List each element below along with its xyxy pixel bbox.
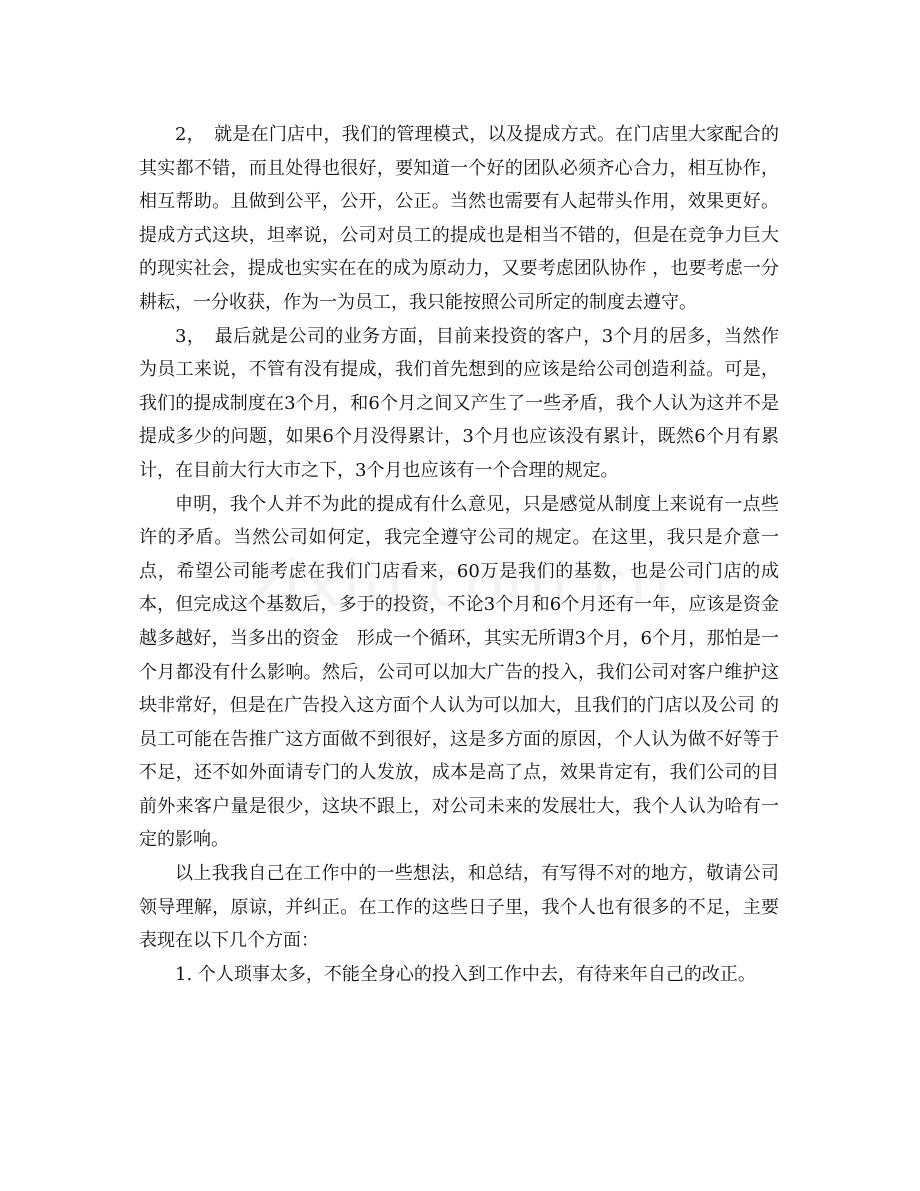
paragraph-item-2: 2， 就是在门店中，我们的管理模式，以及提成方式。在门店里大家配合的其实都不错，而且处得也很好，要知道一个好的团队必须齐心合力，相互协作，相互帮助。且做到公平，公开，公正。当然也需要有人起带头作用，效果更好。提成方式这块，坦率说，公司对员工的提成也是相当不错的，但是在竞争力巨大的现实社会，提成也实实在在的成为原动力，又要考虑团队协作 ，也要考虑一分耕耘，一分收获，作为一为员工，我只能按照公司所定的制度去遵守。 bbox=[139, 124, 779, 313]
document-body bbox=[139, 118, 779, 991]
paragraph-item-3: 3， 最后就是公司的业务方面，目前来投资的客户，3个月的居多，当然作为员工来说，不管有没有提成，我们首先想到的应该是给公司创造利益。可是，我们的提成制度在3个月，和6个月之间又产生了一些矛盾，我个人认为这并不是提成多少的问题，如果6个月没得累计，3个月也应该没有累计，既然6个月有累计，在目前大行大市之下，3个月也应该有一个合理的规定。 bbox=[139, 325, 779, 481]
paragraph-list-item-1: 1. 个人琐事太多，不能全身心的投入到工作中去，有待来年自己的改正。 bbox=[175, 963, 756, 985]
paragraph-summary: 以上我我自己在工作中的一些想法，和总结，有写得不对的地方，敬请公司领导理解，原谅，并纠正。在工作的这些日子里，我个人也有很多的不足，主要表现在以下几个方面： bbox=[139, 863, 779, 952]
paragraph-statement: 申明，我个人并不为此的提成有什么意见，只是感觉从制度上来说有一点些许的矛盾。当然公司如何定，我完全遵守公司的规定。在这里，我只是介意一点，希望公司能考虑在我们门店看来，60万是我们的基数，也是公司门店的成本，但完成这个基数后，多于的投资，不论3个月和6个月还有一年，应该是资金越多越好，当多出的资金 形成一个循环，其实无所谓3个月，6个月，那怕是一个月都没有什么影响。然后，公司可以加大广告的投入，我们公司对客户维护这块非常好，但是在广告投入这方面个人认为可以加大，且我们的门店以及公司 的员工可能在告推广这方面做不到很好，这是多方面的原因，个人认为做不好等于不足，还不如外面请专门的人发放，成本是高了点，效果肯定有，我们公司的目前外来客户量是很少，这块不跟上，对公司未来的发展壮大，我个人认为哈有一定的影响。 bbox=[139, 493, 779, 851]
